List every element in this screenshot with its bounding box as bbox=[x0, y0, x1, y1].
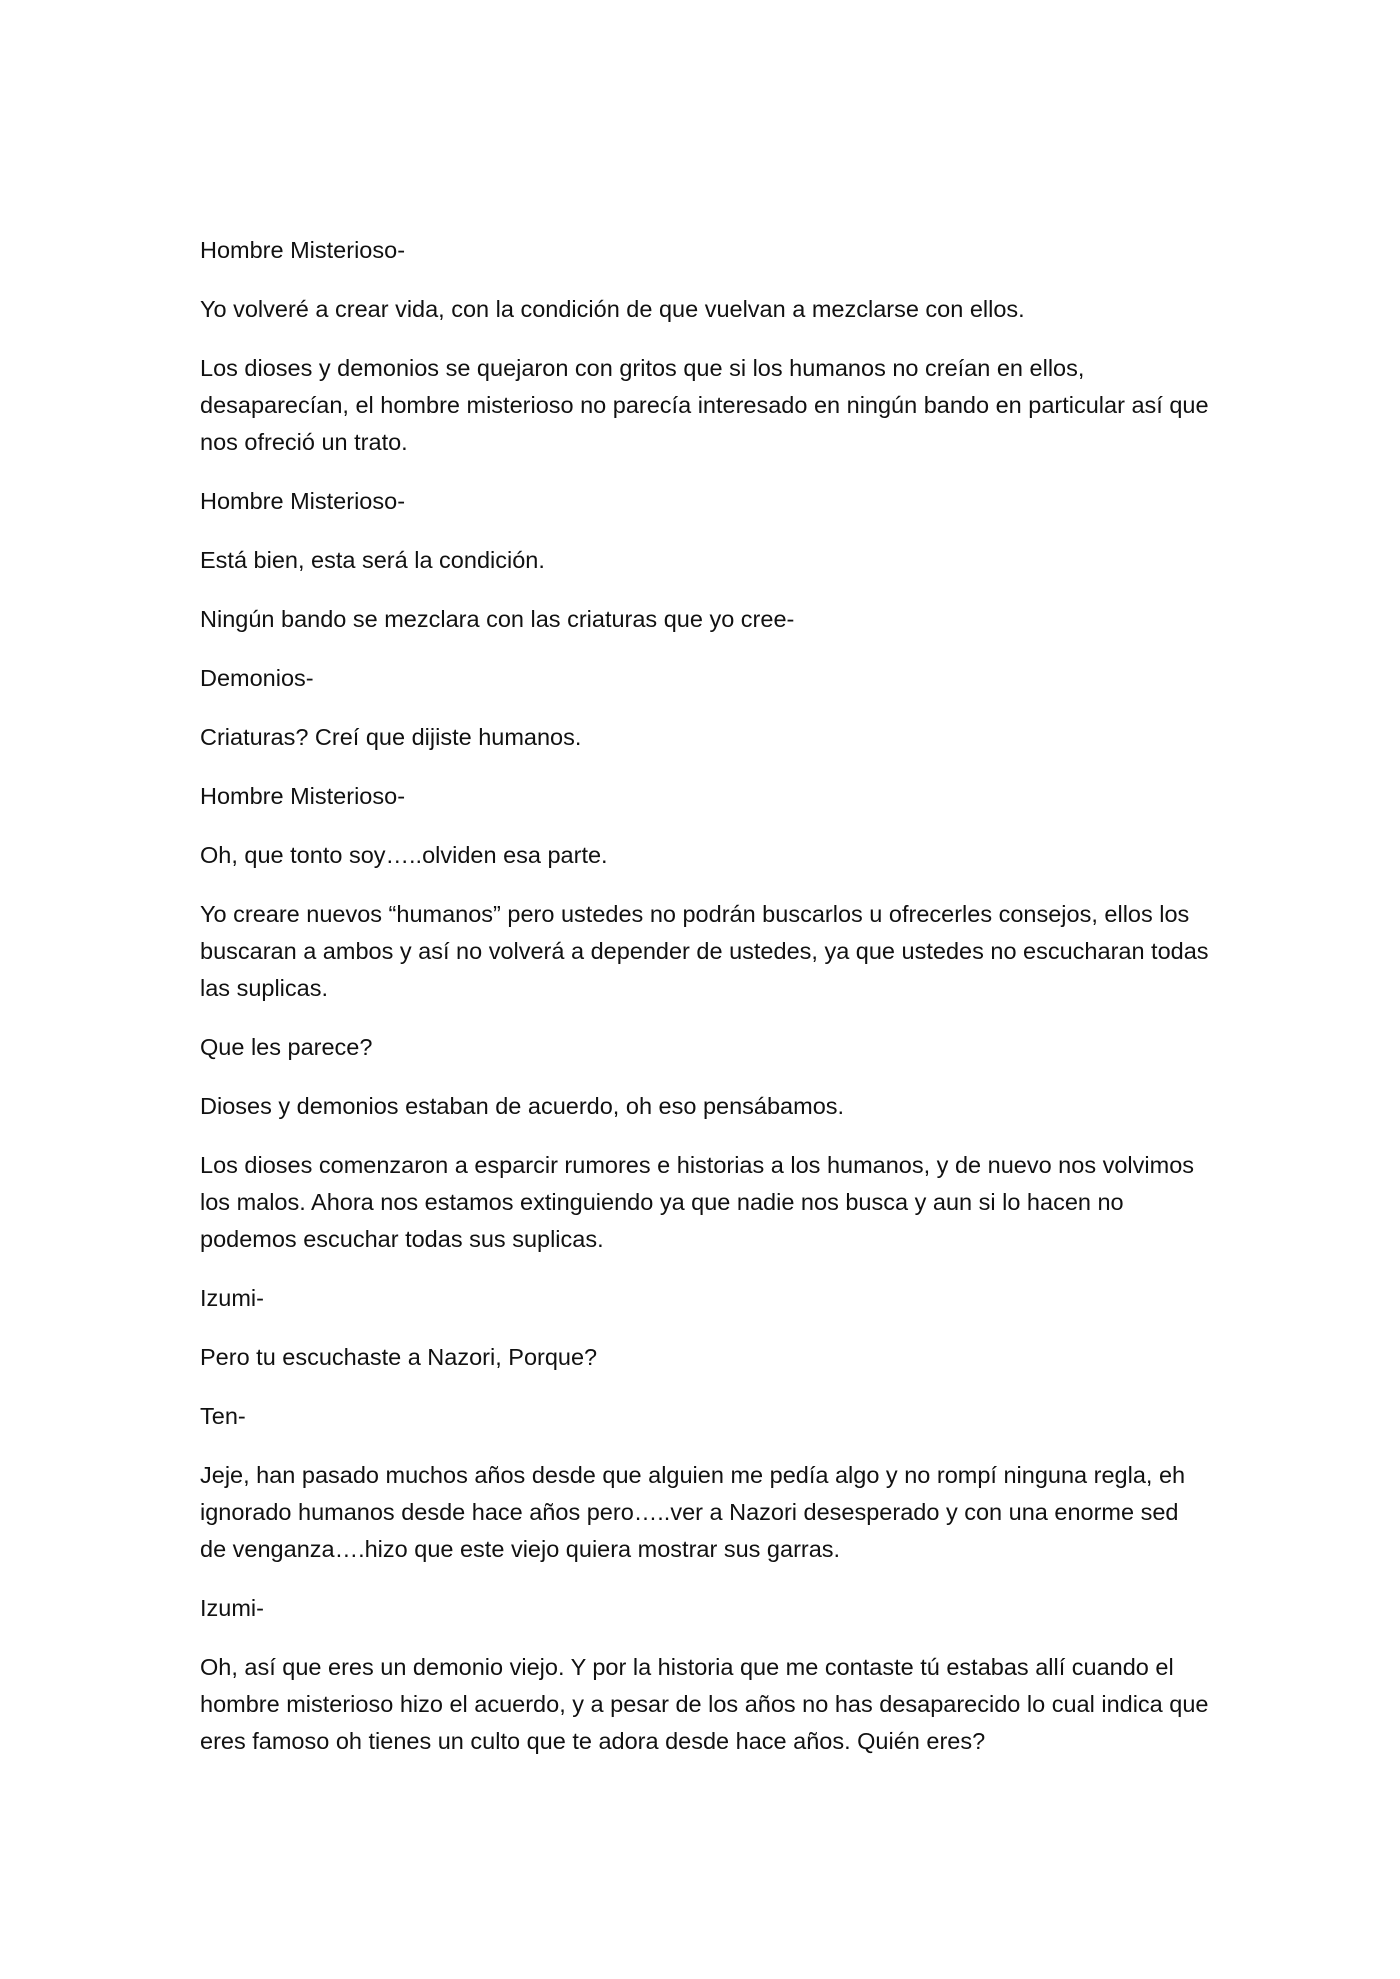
speaker-label: Hombre Misterioso- bbox=[200, 488, 406, 514]
speaker-label: Izumi- bbox=[200, 1595, 264, 1621]
dialogue-paragraph: Jeje, han pasado muchos años desde que alguien me pedía algo y no rompí ninguna regla, eh ignorado humanos desde hace años pero…..ver a Nazori desesperado y con una enorme sed de venganza….hizo que este viejo quiera mostrar sus garras. bbox=[200, 1462, 1186, 1562]
speaker-label: Izumi- bbox=[200, 1285, 264, 1311]
speaker-label: Hombre Misterioso- bbox=[200, 237, 406, 263]
document-body bbox=[200, 232, 1210, 1782]
dialogue-paragraph: Oh, que tonto soy…..olviden esa parte. bbox=[200, 842, 608, 868]
narration-paragraph: Los dioses y demonios se quejaron con gritos que si los humanos no creían en ellos, desaparecían, el hombre misterioso no parecía interesado en ningún bando en particular así que nos ofreció un trato. bbox=[200, 355, 1209, 455]
speaker-label: Demonios- bbox=[200, 665, 314, 691]
narration-paragraph: Los dioses comenzaron a esparcir rumores e historias a los humanos, y de nuevo nos volvimos los malos. Ahora nos estamos extinguiendo ya que nadie nos busca y aun si lo hacen no podemos escuchar todas sus suplicas. bbox=[200, 1152, 1195, 1252]
dialogue-paragraph: Que les parece? bbox=[200, 1034, 373, 1060]
dialogue-paragraph: Oh, así que eres un demonio viejo. Y por la historia que me contaste tú estabas allí cuando el hombre misterioso hizo el acuerdo, y a pesar de los años no has desaparecido lo cual indica que eres famoso oh tienes un culto que te adora desde hace años. Quién eres? bbox=[200, 1654, 1209, 1754]
dialogue-paragraph: Yo volveré a crear vida, con la condición de que vuelvan a mezclarse con ellos. bbox=[200, 296, 1025, 322]
speaker-label: Ten- bbox=[200, 1403, 246, 1429]
dialogue-paragraph: Está bien, esta será la condición. bbox=[200, 547, 545, 573]
dialogue-paragraph: Ningún bando se mezclara con las criaturas que yo cree- bbox=[200, 606, 795, 632]
speaker-label: Hombre Misterioso- bbox=[200, 783, 406, 809]
narration-paragraph: Dioses y demonios estaban de acuerdo, oh eso pensábamos. bbox=[200, 1093, 845, 1119]
dialogue-paragraph: Criaturas? Creí que dijiste humanos. bbox=[200, 724, 582, 750]
dialogue-paragraph: Pero tu escuchaste a Nazori, Porque? bbox=[200, 1344, 598, 1370]
dialogue-paragraph: Yo creare nuevos “humanos” pero ustedes no podrán buscarlos u ofrecerles consejos, ellos los buscaran a ambos y así no volverá a depender de ustedes, ya que ustedes no escucharan todas las suplicas. bbox=[200, 901, 1209, 1001]
